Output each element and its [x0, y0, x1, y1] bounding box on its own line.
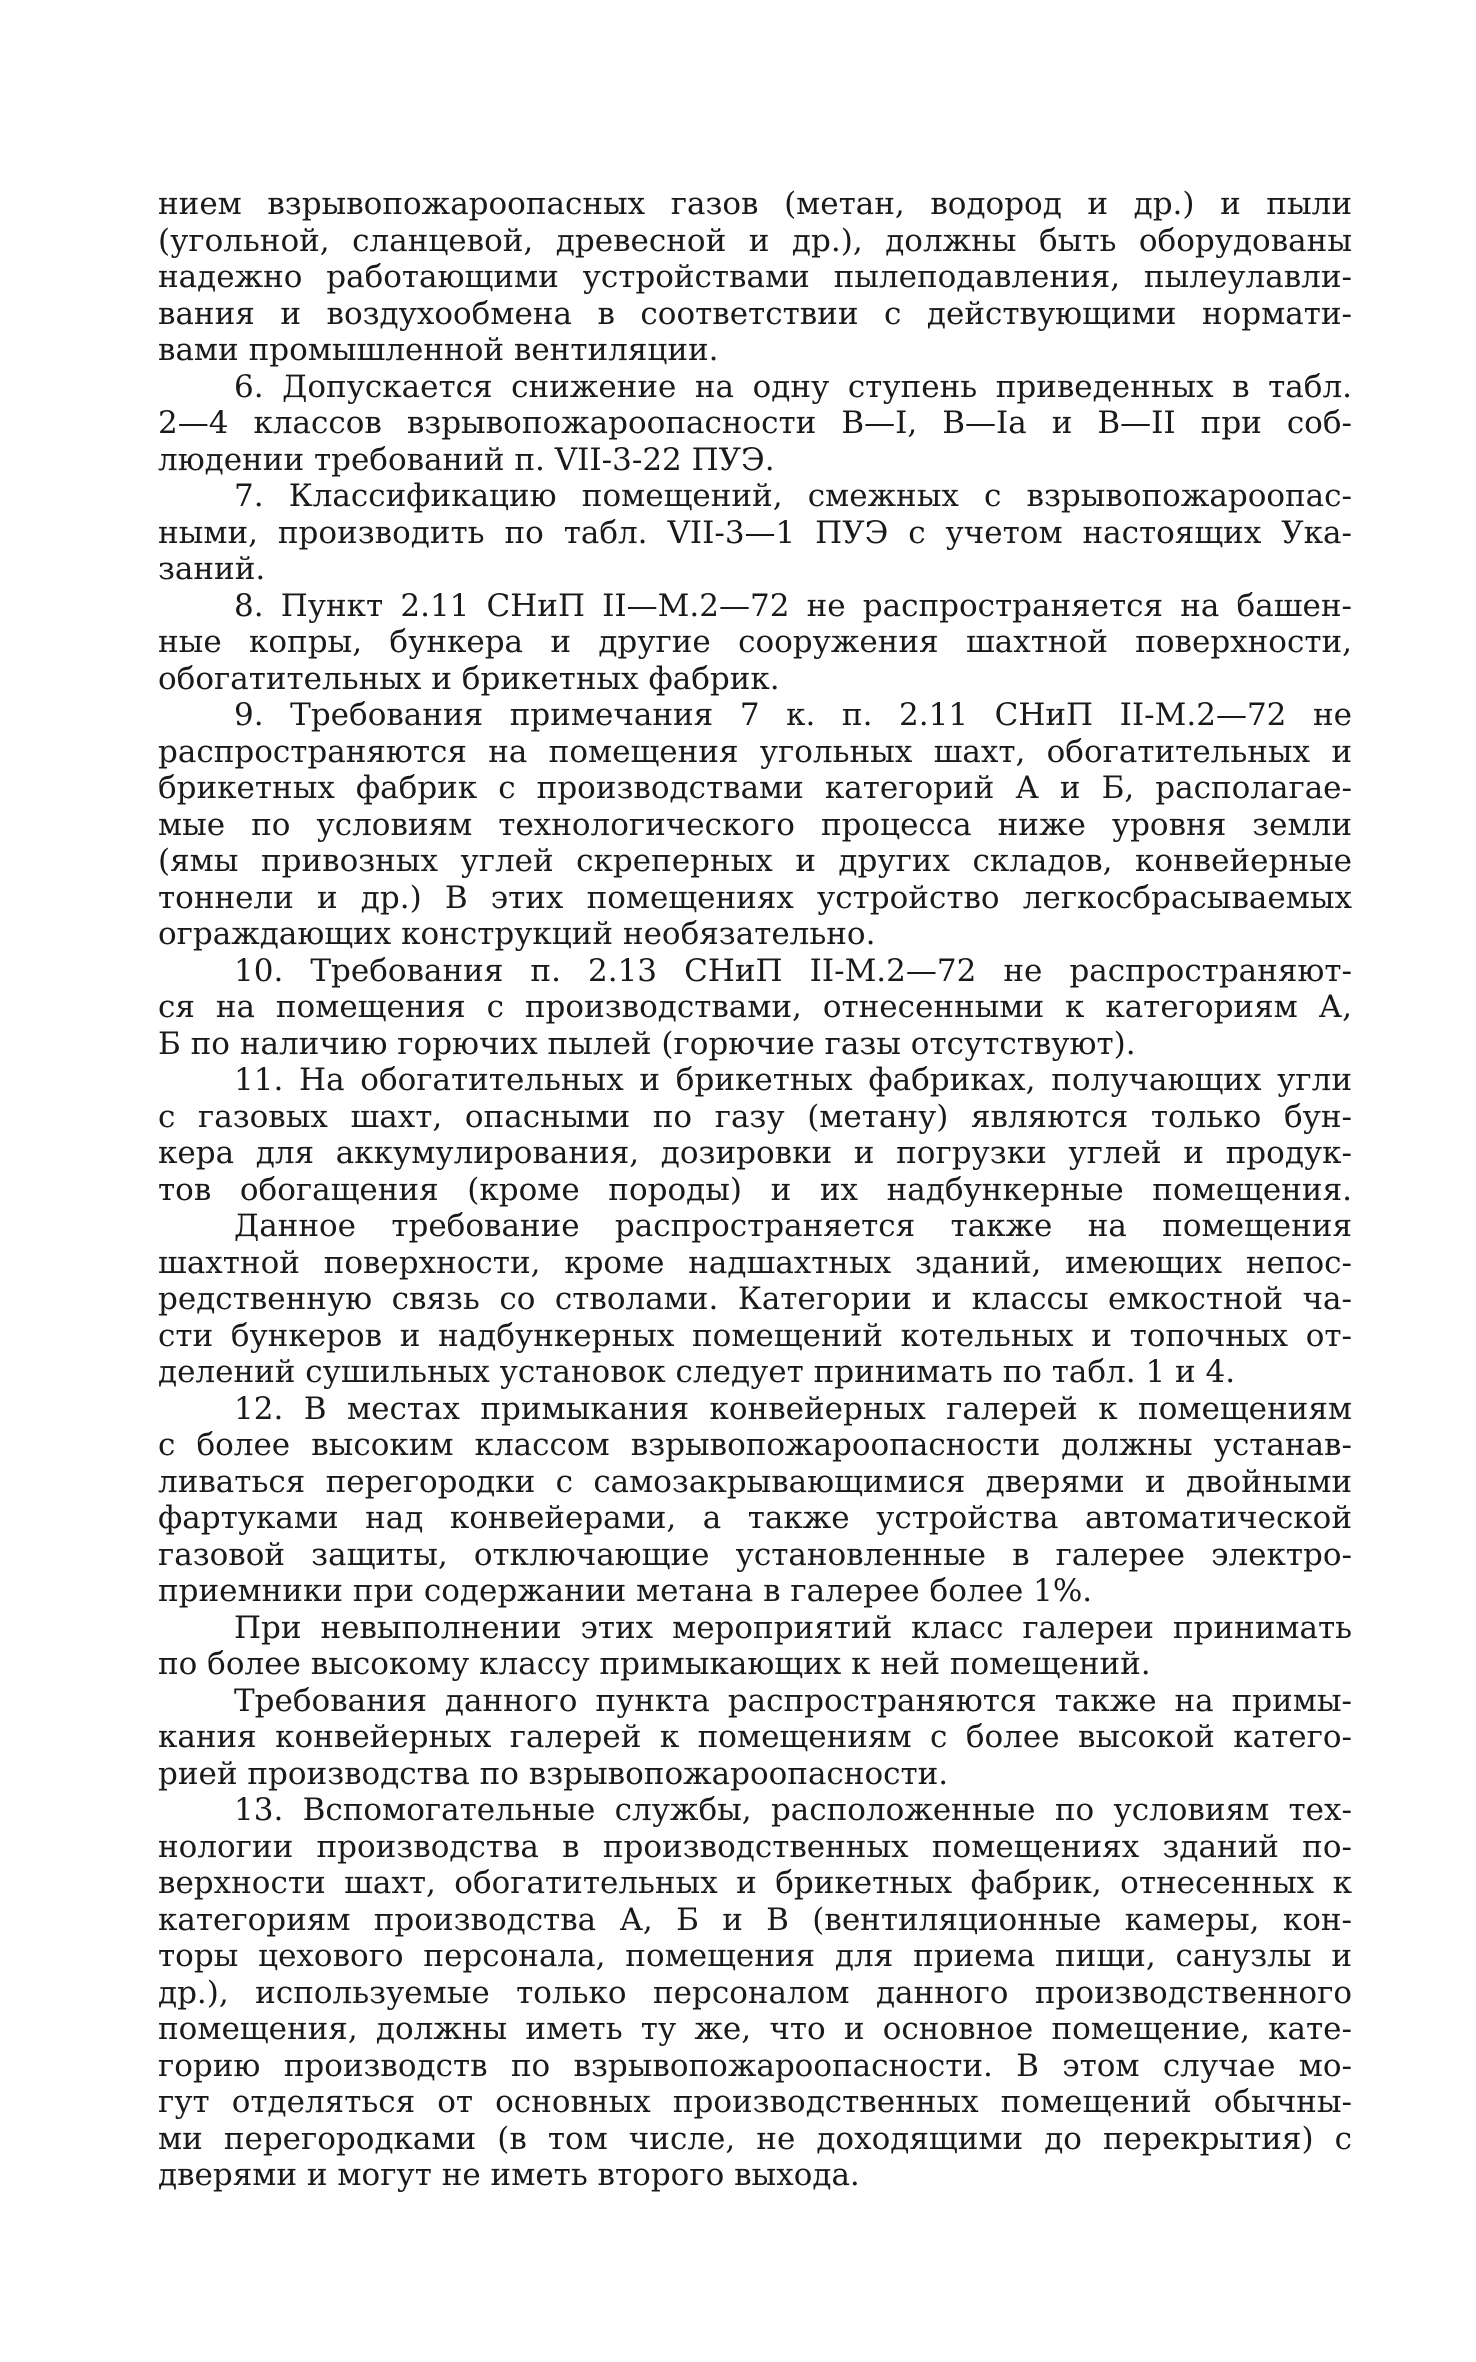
text-line: ными, производить по табл. VII-3—1 ПУЭ с учетом настоящих Ука- — [158, 514, 1352, 551]
text-line: др.), используемые только персоналом данного производственного — [158, 1974, 1352, 2011]
text-line: тов обогащения (кроме породы) и их надбункерные помещения. — [158, 1171, 1352, 1208]
text-line: с более высоким классом взрывопожароопасности должны устанав- — [158, 1427, 1352, 1463]
text-line: торы цехового персонала, помещения для приема пищи, санузлы и — [158, 1938, 1352, 1974]
text-line: 8. Пункт 2.11 СНиП II—М.2—72 не распространяется на башен- — [234, 587, 1352, 624]
text-line: кера для аккумулирования, дозировки и погрузки углей и продук- — [158, 1135, 1352, 1171]
text-line: с газовых шахт, опасными по газу (метану) являются только бун- — [158, 1098, 1352, 1135]
text-line: мые по условиям технологического процесса ниже уровня земли — [158, 806, 1352, 843]
text-line: 11. На обогатительных и брикетных фабриках, получающих угли — [234, 1062, 1352, 1098]
text-line: рией производства по взрывопожароопасности. — [158, 1755, 949, 1792]
text-line: (ямы привозных углей скреперных и других складов, конвейерные — [158, 843, 1352, 879]
text-line: 6. Допускается снижение на одну ступень приведенных в табл. — [234, 368, 1352, 405]
text-line: нологии производства в производственных помещениях зданий по- — [158, 1828, 1352, 1865]
text-line: верхности шахт, обогатительных и брикетных фабрик, отнесенных к — [158, 1865, 1352, 1901]
text-line: ми перегородками (в том числе, не доходящими до перекрытия) с — [158, 2120, 1352, 2157]
text-line: ливаться перегородки с самозакрывающимися дверями и двойными — [158, 1463, 1352, 1500]
text-line: кания конвейерных галерей к помещениям с более высокой катего- — [158, 1719, 1352, 1755]
text-line: 2—4 классов взрывопожароопасности В—I, В—Iа и В—II при соб- — [158, 405, 1352, 441]
text-line: (угольной, сланцевой, древесной и др.), должны быть оборудованы — [158, 222, 1352, 259]
text-line: При невыполнении этих мероприятий класс галереи принимать — [234, 1609, 1352, 1646]
document-page — [158, 186, 1352, 2194]
text-line: вами промышленной вентиляции. — [158, 332, 719, 368]
text-line: 13. Вспомогательные службы, расположенные по условиям тех- — [234, 1792, 1352, 1828]
text-line: надежно работающими устройствами пылеподавления, пылеулавли- — [158, 259, 1352, 295]
text-line: заний. — [158, 551, 266, 587]
text-line: вания и воздухообмена в соответствии с действующими нормати- — [158, 295, 1352, 332]
text-line: 10. Требования п. 2.13 СНиП II-М.2—72 не распространяют- — [234, 952, 1352, 989]
text-line: помещения, должны иметь ту же, что и основное помещение, кате- — [158, 2011, 1352, 2047]
text-line: приемники при содержании метана в галерее более 1%. — [158, 1573, 1093, 1609]
text-line: ограждающих конструкций необязательно. — [158, 916, 876, 952]
text-line: редственную связь со стволами. Категории и классы емкостной ча- — [158, 1281, 1352, 1317]
text-line: 9. Требования примечания 7 к. п. 2.11 СНиП II-М.2—72 не — [234, 697, 1352, 733]
text-line: шахтной поверхности, кроме надшахтных зданий, имеющих непос- — [158, 1244, 1352, 1281]
text-line: брикетных фабрик с производствами категорий А и Б, располагае- — [158, 770, 1352, 806]
text-line: фартуками над конвейерами, а также устройства автоматической — [158, 1500, 1352, 1536]
text-line: категориям производства А, Б и В (вентиляционные камеры, кон- — [158, 1901, 1352, 1938]
text-line: тоннели и др.) В этих помещениях устройство легкосбрасываемых — [158, 879, 1352, 916]
text-line: горию производств по взрывопожароопасности. В этом случае мо- — [158, 2047, 1352, 2084]
text-line: газовой защиты, отключающие установленные в галерее электро- — [158, 1536, 1352, 1573]
text-line: обогатительных и брикетных фабрик. — [158, 660, 780, 697]
text-line: людении требований п. VII-3-22 ПУЭ. — [158, 441, 775, 478]
text-line: дверями и могут не иметь второго выхода. — [158, 2157, 860, 2193]
text-line: сти бункеров и надбункерных помещений котельных и топочных от- — [158, 1317, 1352, 1354]
text-line: ные копры, бункера и другие сооружения шахтной поверхности, — [158, 624, 1352, 660]
text-line: 12. В местах примыкания конвейерных галерей к помещениям — [234, 1390, 1352, 1427]
text-line: распространяются на помещения угольных шахт, обогатительных и — [158, 733, 1352, 770]
text-line: Б по наличию горючих пылей (горючие газы отсутствуют). — [158, 1025, 1136, 1062]
text-line: нием взрывопожароопасных газов (метан, водород и др.) и пыли — [158, 186, 1352, 222]
text-line: гут отделяться от основных производственных помещений обычны- — [158, 2084, 1352, 2120]
text-line: 7. Классификацию помещений, смежных с взрывопожароопас- — [234, 478, 1352, 514]
text-line: ся на помещения с производствами, отнесенными к категориям А, — [158, 989, 1352, 1025]
text-line: делений сушильных установок следует принимать по табл. 1 и 4. — [158, 1354, 1236, 1390]
text-line: Данное требование распространяется также на помещения — [234, 1208, 1352, 1244]
text-line: по более высокому классу примыкающих к ней помещений. — [158, 1646, 1151, 1682]
text-line: Требования данного пункта распространяются также на примы- — [234, 1682, 1352, 1719]
